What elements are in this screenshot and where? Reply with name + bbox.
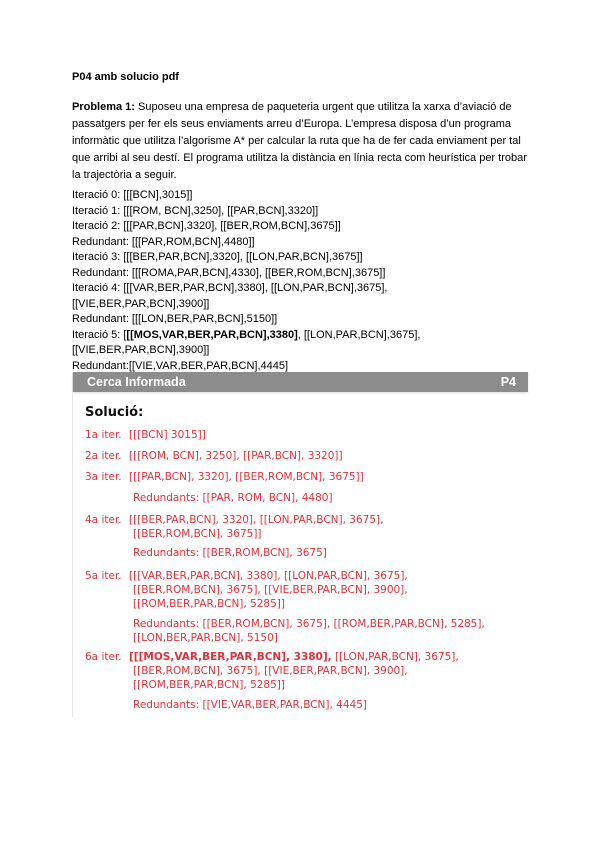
problem-label: Problema 1: <box>72 101 135 113</box>
iteration-best-node: [[[MOS,VAR,BER,PAR,BCN], 3380], <box>129 651 332 663</box>
redundants-line: [[LON,BER,PAR,BCN], 5150] <box>133 632 278 644</box>
iteration-label: 5a iter. <box>85 570 122 582</box>
slide-header-title: Cerca Informada <box>87 375 186 389</box>
iteration-line: [[VIE,BER,PAR,BCN],3900]] <box>72 297 210 310</box>
iteration-line: Iteració 1: [[[ROM, BCN],3250], [[PAR,BCN],3320]] <box>72 204 319 217</box>
iteration-label: 2a iter. <box>85 450 122 462</box>
iteration-continuation: [[BER,ROM,BCN], 3675], [[VIE,BER,PAR,BCN], 3900], <box>133 665 408 677</box>
solution-slide <box>72 372 528 717</box>
iteration-continuation: [[ROM,BER,PAR,BCN], 5285]] <box>133 679 285 691</box>
solution-title: Solució: <box>85 405 144 420</box>
iteration-label: 3a iter. <box>85 471 122 483</box>
solution-iteration <box>85 429 206 441</box>
document-title: P04 amb solucio pdf <box>72 71 179 83</box>
iteration-label: 6a iter. <box>85 651 122 663</box>
iteration-list <box>72 188 532 374</box>
iteration-open-list: [[[VAR,BER,PAR,BCN], 3380], [[LON,PAR,BCN], 3675], <box>129 570 408 582</box>
redundant-line: Redundant:[[VIE,VAR,BER,PAR,BCN],4445] <box>72 359 289 372</box>
iteration-label: 1a iter. <box>85 429 122 441</box>
iteration-line: Iteració 2: [[[PAR,BCN],3320], [[BER,ROM,BCN],3675]] <box>72 220 341 232</box>
iteration-best-node: [[MOS,VAR,BER,PAR,BCN],3380] <box>126 328 298 341</box>
solution-iteration <box>85 514 383 526</box>
solution-iteration <box>85 450 343 462</box>
problem-text: Suposeu una empresa de paqueteria urgent que utilitza la xarxa d’aviació de passatgers per fer els seus enviaments arreu d’Europa. L’empresa disposa d’un programa informàtic que utilitza l’algorisme A* per calcular la ruta que ha de fer cada enviament per tal que arribi al seu destí. El programa utilitza la distància en línia recta com heurística per trobar la trajectòria a seguir. <box>72 101 527 181</box>
iteration-open-list: [[[BCN] 3015]] <box>129 429 206 441</box>
solution-iteration <box>85 651 459 663</box>
iteration-line: Iteració 0: [[[BCN],3015]] <box>72 189 193 201</box>
solution-iteration <box>85 570 408 582</box>
redundants-line: Redundants: [[BER,ROM,BCN], 3675], [[ROM,BER,PAR,BCN], 5285], <box>133 618 485 630</box>
iteration-prefix: Iteració 5: [ <box>72 328 127 341</box>
slide-header <box>73 372 528 392</box>
iteration-line: Iteració 3: [[[BER,PAR,BCN],3320], [[LON,PAR,BCN],3675]] <box>72 251 363 263</box>
redundant-line: Redundant: [[[LON,BER,PAR,BCN],5150]] <box>72 313 278 325</box>
iteration-line <box>72 328 532 344</box>
iteration-label: 4a iter. <box>85 514 122 526</box>
redundants-line: Redundants: [[PAR, ROM, BCN], 4480] <box>133 492 333 504</box>
slide-header-tag: P4 <box>500 375 516 389</box>
iteration-suffix: , [[LON,PAR,BCN],3675], <box>297 328 421 341</box>
iteration-continuation: [[BER,ROM,BCN], 3675]] <box>133 528 262 540</box>
iteration-open-list: [[[BER,PAR,BCN], 3320], [[LON,PAR,BCN], 3675], <box>129 514 384 526</box>
solution-iteration <box>85 471 364 483</box>
redundants-line: Redundants: [[BER,ROM,BCN], 3675] <box>133 547 327 559</box>
iteration-line: Iteració 4: [[[VAR,BER,PAR,BCN],3380], [[LON,PAR,BCN],3675], <box>72 282 388 294</box>
iteration-continuation: [[BER,ROM,BCN], 3675], [[VIE,BER,PAR,BCN], 3900], <box>133 584 408 596</box>
iteration-open-list: [[[ROM, BCN], 3250], [[PAR,BCN], 3320]] <box>129 450 343 462</box>
redundants-line: Redundants: [[VIE,VAR,BER,PAR,BCN], 4445] <box>133 699 367 711</box>
redundant-line: Redundant: [[[ROMA,PAR,BCN],4330], [[BER,ROM,BCN],3675]] <box>72 266 386 279</box>
iteration-continuation: [[ROM,BER,PAR,BCN], 5285]] <box>133 598 285 610</box>
iteration-open-list: [[[PAR,BCN], 3320], [[BER,ROM,BCN], 3675]] <box>129 471 364 483</box>
iteration-line: [[VIE,BER,PAR,BCN],3900]] <box>72 344 210 356</box>
problem-statement <box>72 99 532 184</box>
redundant-line: Redundant: [[[PAR,ROM,BCN],4480]] <box>72 235 255 248</box>
iteration-open-list: [[LON,PAR,BCN], 3675], <box>331 651 459 663</box>
